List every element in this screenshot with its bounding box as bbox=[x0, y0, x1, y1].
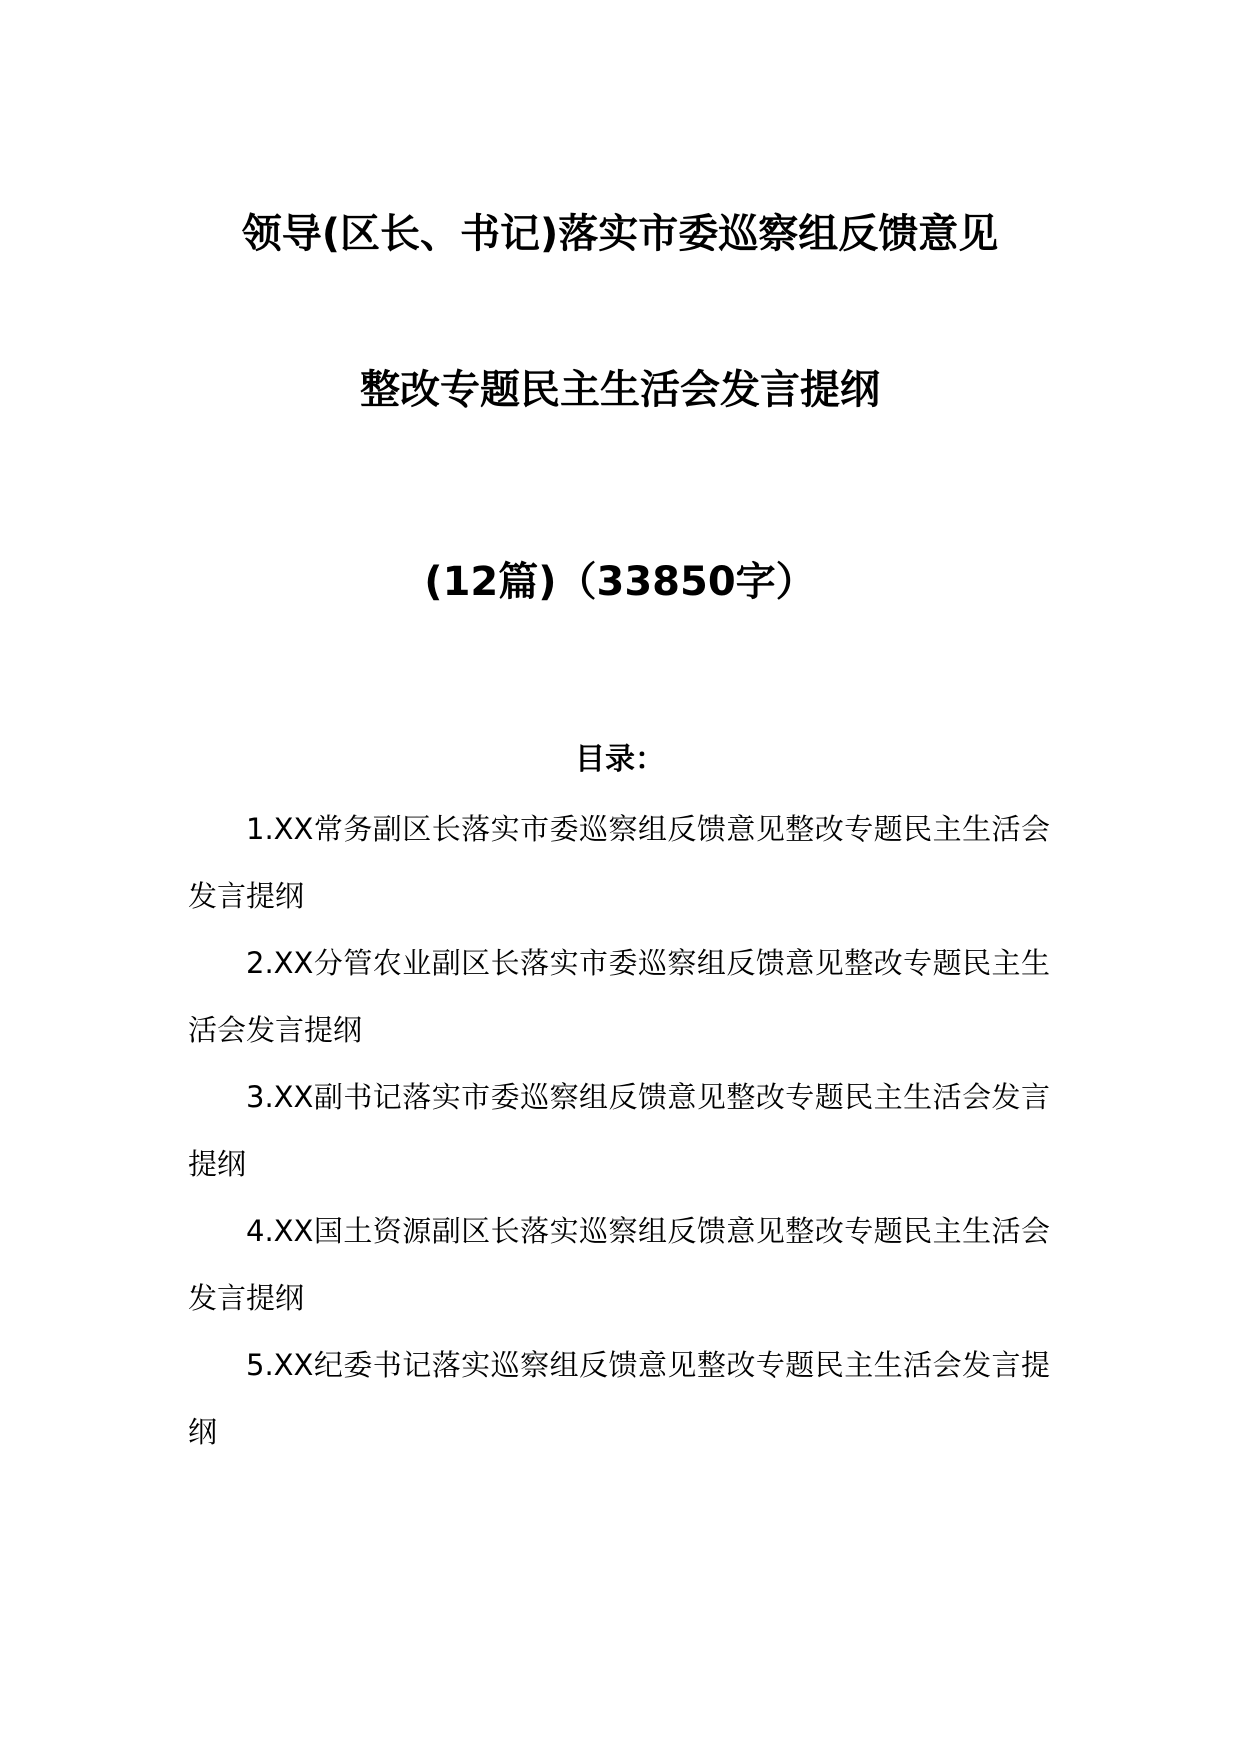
document-subtitle: (12篇)（33850字） bbox=[424, 559, 816, 605]
toc-item-3: 3.XX副书记落实市委巡察组反馈意见整改专题民主生活会发言提纲 bbox=[188, 1080, 1050, 1181]
document-title-line-2: 整改专题民主生活会发言提纲 bbox=[360, 367, 880, 413]
toc-item-4: 4.XX国土资源副区长落实巡察组反馈意见整改专题民主生活会发言提纲 bbox=[188, 1214, 1050, 1315]
toc-item-1: 1.XX常务副区长落实市委巡察组反馈意见整改专题民主生活会发言提纲 bbox=[188, 812, 1050, 913]
toc-heading: 目录： bbox=[575, 742, 665, 777]
toc-item-5: 5.XX纪委书记落实巡察组反馈意见整改专题民主生活会发言提纲 bbox=[188, 1348, 1050, 1449]
document-title-line-1: 领导(区长、书记)落实市委巡察组反馈意见 bbox=[241, 211, 999, 257]
table-of-contents bbox=[188, 796, 1050, 1466]
toc-item-2: 2.XX分管农业副区长落实市委巡察组反馈意见整改专题民主生活会发言提纲 bbox=[188, 946, 1050, 1047]
